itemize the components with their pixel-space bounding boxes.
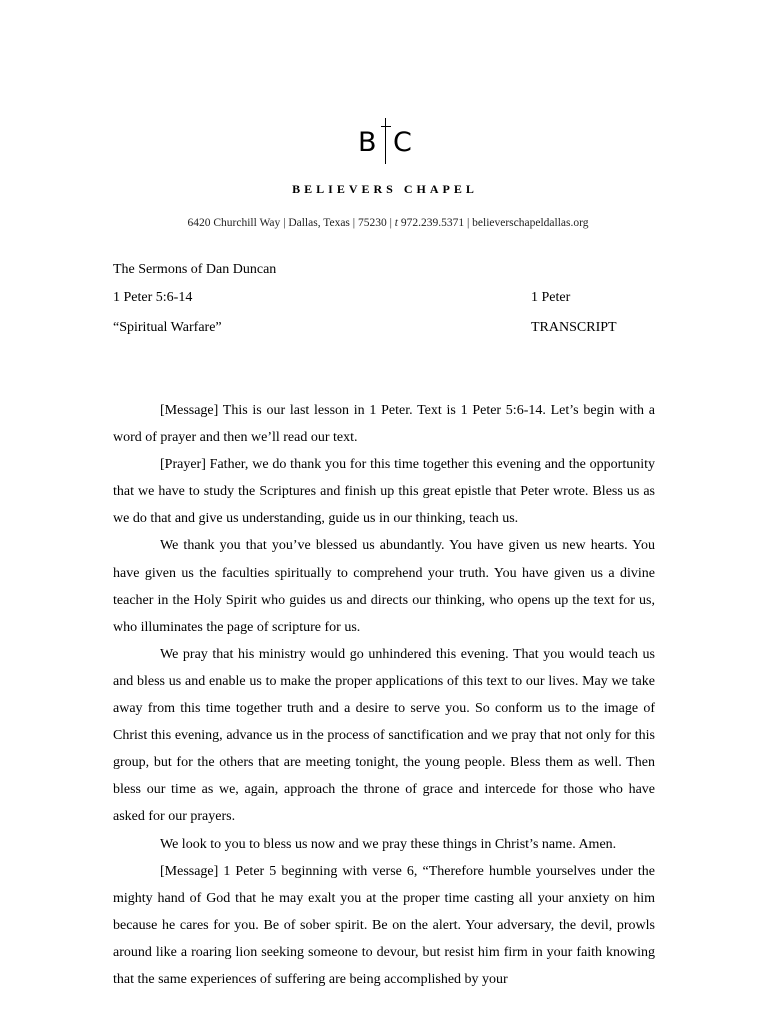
sermon-series: The Sermons of Dan Duncan bbox=[113, 262, 277, 277]
address-part: 6420 Churchill Way | Dallas, Texas | 75230 | bbox=[187, 217, 395, 229]
address-line bbox=[0, 217, 770, 229]
paragraph: [Message] 1 Peter 5 beginning with verse 6, “Therefore humble yourselves under the mighty hand of God that he may exalt you at the proper time casting all your anxiety on him because he cares for you. Be of sober spirit. Be on the alert. Your adversary, the devil, prowls around like a roaring lion seeking someone to devour, but resist him firm in your faith knowing that the same experiences of suffering are being accomplished by your bbox=[113, 863, 655, 987]
sermon-book: 1 Peter bbox=[531, 290, 571, 305]
paragraph: We thank you that you’ve blessed us abundantly. You have given us new hearts. You have given us the faculties spiritually to comprehend your truth. You have given us a divine teacher in the Holy Spirit who guides us and directs our thinking, who opens up the text for us, who illuminates the page of scripture for us. bbox=[113, 538, 655, 635]
paragraph: [Prayer] Father, we do thank you for this time together this evening and the opportunity that we have to study the Scriptures and finish up this great epistle that Peter wrote. Bless us as we do that and give us understanding, guide us in our thinking, teach us. bbox=[113, 457, 655, 527]
logo-letter-b: B bbox=[358, 127, 377, 158]
transcript-body bbox=[113, 397, 655, 993]
sermon-passage: 1 Peter 5:6-14 bbox=[113, 290, 193, 305]
address-telephone-marker: t bbox=[394, 217, 398, 229]
believers-chapel-logo bbox=[358, 118, 416, 164]
sermon-title: “Spiritual Warfare” bbox=[113, 320, 222, 335]
paragraph: We pray that his ministry would go unhindered this evening. That you would teach us and bless us and enable us to make the proper applications of this text to our lives. May we take away from this time together truth and a desire to serve you. So conform us to the image of Christ this evening, advance us in the process of sanctification and we pray that not only for this group, but for the others that are meeting tonight, the young people. Bless them as well. Then bless our time as we, again, approach the throne of grace and intercede for those who have asked for our prayers. bbox=[113, 646, 655, 825]
paragraph: [Message] This is our last lesson in 1 Peter. Text is 1 Peter 5:6-14. Let’s begin with a word of prayer and then we’ll read our text. bbox=[113, 403, 655, 446]
cross-icon bbox=[385, 118, 386, 164]
document-type: TRANSCRIPT bbox=[531, 320, 617, 335]
cross-bar-icon bbox=[381, 126, 391, 127]
org-name: BELIEVERS CHAPEL bbox=[292, 182, 478, 196]
paragraph: We look to you to bless us now and we pray these things in Christ’s name. Amen. bbox=[160, 836, 617, 852]
logo-letter-c: C bbox=[393, 127, 412, 158]
address-phone-web: 972.239.5371 | believerschapeldallas.org bbox=[397, 217, 589, 229]
